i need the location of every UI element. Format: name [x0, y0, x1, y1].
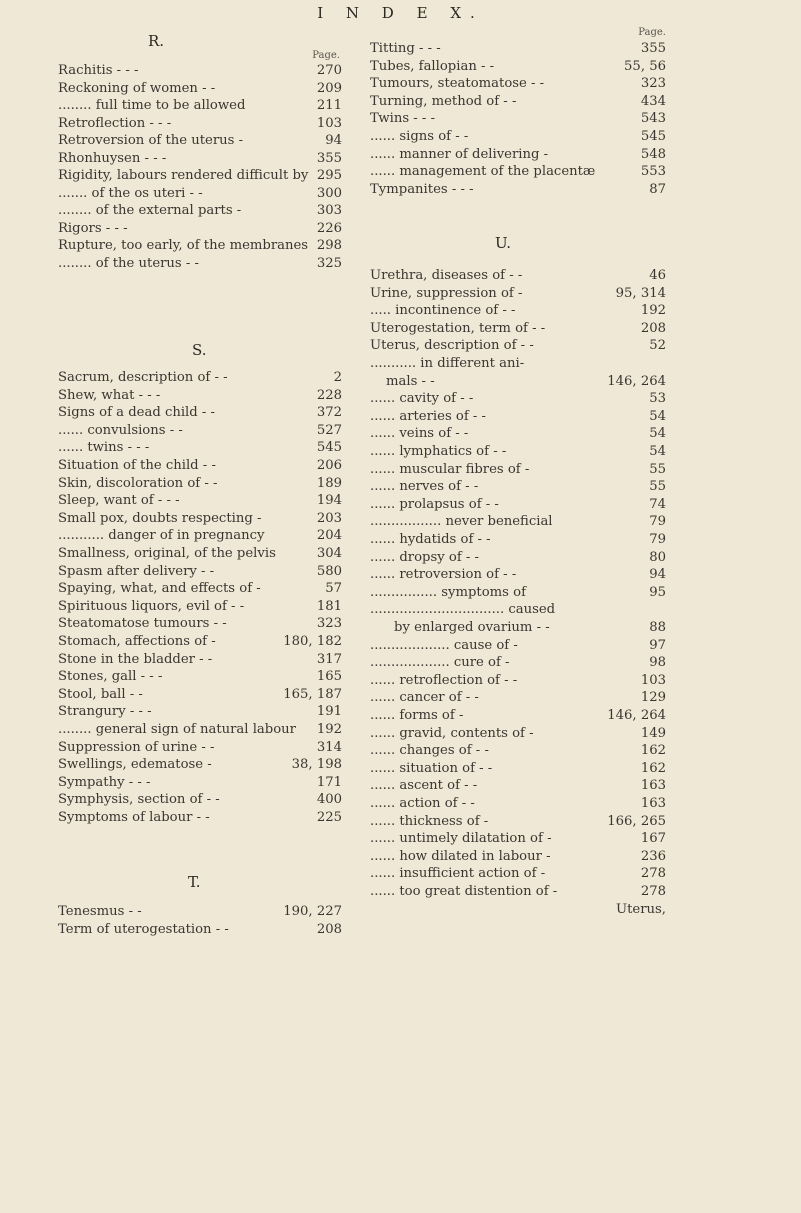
entry-text: by enlarged ovarium - - [394, 620, 550, 635]
entry-page: 98 [649, 655, 666, 671]
entry-text: mals - - [386, 373, 435, 389]
index-entry [370, 619, 666, 636]
entry-text: Rhonhuysen - - - [58, 150, 167, 166]
entry-page: 80 [649, 549, 666, 565]
entry-page: 94 [649, 567, 666, 583]
entry-text: Term of uterogestation - - [58, 921, 229, 937]
entry-page: 298 [316, 238, 342, 253]
index-entry [58, 404, 342, 421]
entry-text: ...... changes of - - [370, 743, 489, 759]
entry-text: ...... nerves of - - [370, 479, 479, 495]
index-entry [370, 285, 666, 302]
entry-text: ........... danger of in pregnancy [58, 528, 265, 544]
index-entry [58, 721, 342, 738]
index-entry [370, 337, 666, 354]
index-entry [58, 167, 342, 184]
entry-text: ...... how dilated in labour - [370, 848, 551, 864]
entry-page: 304 [316, 546, 342, 561]
entry-text: ...... untimely dilatation of - [370, 831, 552, 847]
entry-text: ...... retroversion of - - [370, 567, 517, 583]
entry-text: ...... management of the placentæ [370, 164, 596, 180]
entry-page: 87 [649, 181, 666, 197]
entry-text: Sleep, want of - - - [58, 493, 180, 509]
index-entry [370, 355, 666, 372]
index-entry [58, 510, 342, 527]
entry-text: ...... cancer of - - [370, 690, 479, 706]
index-entry [370, 742, 666, 759]
entry-text: Swellings, edematose - [58, 757, 212, 773]
entry-text: ...... signs of - - [370, 129, 469, 144]
entry-text: Tubes, fallopian - - [370, 58, 495, 74]
entry-page: 278 [640, 884, 666, 899]
index-entry [58, 97, 342, 114]
entry-page: 95 [649, 584, 666, 600]
index-entry [370, 672, 666, 689]
entry-page: 225 [316, 810, 342, 825]
entry-text: Stool, ball - - [58, 686, 143, 702]
entry-text: Spaying, what, and effects of - [58, 581, 261, 597]
entry-page: 372 [316, 405, 342, 421]
entry-page: 103 [640, 672, 666, 688]
entry-page: 236 [640, 848, 666, 864]
index-entry [370, 93, 666, 110]
index-entry [370, 320, 666, 337]
entry-text: Uterus, description of - - [370, 338, 534, 354]
index-entry [58, 563, 342, 580]
entry-page: 191 [316, 704, 342, 720]
index-entry [58, 739, 342, 756]
index-entry [58, 457, 342, 474]
entry-page: 149 [640, 725, 666, 741]
page-column-label: Page. [638, 27, 666, 38]
entry-text: ................. never beneficial [370, 514, 553, 530]
entry-page: 355 [316, 150, 342, 166]
entry-text: Rigidity, labours rendered difficult by [58, 168, 309, 183]
entry-page: 53 [649, 391, 666, 407]
index-entry [370, 707, 666, 724]
entry-text: ...... arteries of - - [370, 408, 487, 424]
entry-text: Sacrum, description of - - [58, 370, 228, 385]
entry-page: 171 [316, 774, 342, 790]
index-entry [370, 58, 666, 75]
entry-text: Turning, method of - - [370, 93, 517, 109]
entry-page: 434 [640, 93, 666, 109]
entry-text: ........ of the external parts - [58, 203, 242, 218]
entry-text: Reckoning of women - - [58, 80, 216, 96]
entry-page: 162 [640, 760, 666, 776]
entry-text: ...... gravid, contents of - [370, 725, 534, 741]
entry-page: 166, 265 [607, 813, 666, 829]
entry-text: Urine, suppression of - [370, 285, 523, 301]
entry-page: 165, 187 [283, 686, 342, 702]
entry-text: Stomach, affections of - [58, 634, 216, 649]
entry-text: Signs of a dead child - - [58, 405, 216, 421]
page-column-label: Page. [312, 50, 340, 61]
entry-text: Rachitis - - - [58, 63, 139, 78]
entry-text: ...... dropsy of - - [370, 549, 479, 565]
entry-text: ...... hydatids of - - [370, 532, 491, 547]
index-entry [58, 185, 342, 202]
index-entry [58, 62, 342, 79]
entry-text: ...... situation of - - [370, 760, 493, 776]
index-entry [370, 848, 666, 865]
index-entry [370, 513, 666, 530]
index-entry [58, 903, 342, 920]
index-entry [370, 689, 666, 706]
section-letter-r: R. [148, 32, 165, 50]
index-entry [58, 150, 342, 167]
entry-text: ........ of the uterus - - [58, 255, 199, 271]
entry-text: Rupture, too early, of the membranes [58, 238, 309, 253]
entry-text: Urethra, diseases of - - [370, 268, 523, 283]
index-entry [370, 601, 666, 618]
entry-page: 545 [640, 129, 666, 144]
index-entry [370, 128, 666, 145]
index-entry [370, 725, 666, 742]
index-entry [370, 566, 666, 583]
entry-text: Spasm after delivery - - [58, 563, 215, 579]
entry-page: 79 [649, 514, 666, 530]
entry-text: ...... ascent of - - [370, 778, 478, 794]
index-entry [370, 146, 666, 163]
entry-text: ....... of the os uteri - - [58, 185, 203, 201]
index-entry [58, 132, 342, 149]
entry-page: 325 [316, 255, 342, 271]
entry-page: 206 [316, 458, 342, 473]
entry-text: Symptoms of labour - - [58, 810, 210, 825]
entry-page: 194 [316, 493, 342, 509]
index-entry [370, 461, 666, 478]
entry-text: Skin, discoloration of - - [58, 475, 218, 491]
entry-page: 181 [316, 598, 342, 614]
entry-page: 74 [649, 496, 666, 512]
index-entry [370, 163, 666, 180]
entry-text: Symphysis, section of - - [58, 792, 220, 808]
entry-text: ...... insufficient action of - [370, 866, 546, 882]
entry-text: Retroflection - - - [58, 115, 172, 131]
entry-page: 323 [640, 76, 666, 92]
entry-page: 226 [316, 220, 342, 236]
index-entry [370, 443, 666, 460]
index-entry [58, 703, 342, 720]
entry-page: 300 [316, 185, 342, 201]
entry-text: ...... veins of - - [370, 426, 469, 442]
index-entry [58, 633, 342, 650]
index-entry [58, 255, 342, 272]
entry-page: 323 [316, 616, 342, 632]
entry-page: 55 [649, 479, 666, 495]
index-entry [58, 439, 342, 456]
entry-text: Suppression of urine - - [58, 739, 215, 755]
catchword [370, 901, 666, 918]
entry-page: 548 [640, 146, 666, 162]
entry-page: 129 [640, 690, 666, 706]
entry-page: 55 [649, 461, 666, 477]
entry-page: 192 [640, 303, 666, 319]
entry-text: Uterogestation, term of - - [370, 320, 546, 336]
entry-text: Tympanites - - - [370, 181, 474, 197]
entry-page: 209 [316, 80, 342, 96]
entry-text: Rigors - - - [58, 220, 128, 236]
entry-page: 190, 227 [283, 904, 342, 919]
entry-text: ...... lymphatics of - - [370, 444, 507, 459]
section-letter-s: S. [192, 341, 207, 359]
entry-text: Strangury - - - [58, 704, 152, 720]
index-entry [370, 408, 666, 425]
entry-page: 46 [649, 268, 666, 283]
entry-text: ...... retroflection of - - [370, 672, 518, 688]
entry-page: 167 [640, 831, 666, 847]
index-entry [370, 181, 666, 198]
entry-text: ...... action of - - [370, 796, 475, 811]
index-entry [58, 615, 342, 632]
index-entry [58, 237, 342, 254]
index-entry [58, 115, 342, 132]
entry-page: 203 [316, 510, 342, 526]
entry-page: 192 [316, 722, 342, 737]
index-entry [370, 865, 666, 882]
index-entry [370, 777, 666, 794]
entry-page: 228 [316, 387, 342, 403]
entry-text: Retroversion of the uterus - [58, 133, 244, 148]
index-entry [58, 80, 342, 97]
index-entry [58, 809, 342, 826]
entry-text: ................... cause of - [370, 637, 518, 653]
entry-page: 88 [649, 620, 666, 635]
section-letter-t: T. [188, 873, 201, 891]
entry-text: Tumours, steatomatose - - [370, 76, 545, 92]
entry-text: Spirituous liquors, evil of - - [58, 598, 245, 614]
entry-text: Steatomatose tumours - - [58, 616, 227, 632]
index-entry [58, 756, 342, 773]
index-entry [370, 531, 666, 548]
entry-page: 2 [333, 370, 342, 385]
entry-page: 97 [649, 637, 666, 653]
page-header: I N D E X. [317, 4, 484, 22]
entry-page: 163 [640, 778, 666, 794]
entry-page: 400 [316, 792, 342, 808]
index-entry [370, 302, 666, 319]
entry-text: ................................ caused [370, 602, 556, 618]
entry-page: 295 [316, 168, 342, 183]
entry-text: ...... muscular fibres of - [370, 461, 530, 477]
entry-page: 103 [316, 115, 342, 131]
index-entry [58, 598, 342, 615]
entry-page: 355 [640, 41, 666, 56]
entry-page: 545 [316, 440, 342, 456]
entry-text: ...... twins - - - [58, 440, 150, 456]
entry-page: 162 [640, 743, 666, 759]
entry-text: Stones, gall - - - [58, 669, 163, 685]
index-entry [370, 267, 666, 284]
index-entry [370, 637, 666, 654]
entry-text: ...... too great distention of - [370, 884, 558, 899]
entry-page: 146, 264 [607, 373, 666, 389]
entry-text: ..... incontinence of - - [370, 303, 516, 319]
entry-page: 303 [316, 203, 342, 218]
entry-text: Stone in the bladder - - [58, 651, 213, 667]
entry-text: ...... convulsions - - [58, 422, 183, 438]
index-entry [370, 584, 666, 601]
index-entry [58, 527, 342, 544]
entry-page: 204 [316, 528, 342, 544]
entry-page: 54 [649, 408, 666, 424]
entry-text: Sympathy - - - [58, 774, 151, 790]
entry-page: 270 [316, 63, 342, 78]
entry-page: 52 [649, 338, 666, 354]
index-entry [58, 580, 342, 597]
index-entry [370, 373, 666, 390]
entry-text: ...... forms of - [370, 708, 464, 723]
entry-page: 527 [316, 422, 342, 438]
entry-page: 79 [649, 532, 666, 547]
entry-text: Twins - - - [370, 111, 436, 127]
index-entry [370, 75, 666, 92]
index-entry [58, 202, 342, 219]
entry-text: ...... thickness of - [370, 813, 489, 829]
entry-text: ........ general sign of natural labour [58, 722, 296, 737]
entry-text: Shew, what - - - [58, 387, 161, 403]
entry-page: 94 [325, 133, 342, 148]
entry-text: ...... prolapsus of - - [370, 496, 499, 512]
index-entry [370, 760, 666, 777]
index-entry [370, 813, 666, 830]
entry-page: 54 [649, 426, 666, 442]
index-entry [370, 425, 666, 442]
entry-page: 543 [640, 111, 666, 127]
entry-text: ................ symptoms of [370, 584, 526, 600]
entry-page: 208 [316, 921, 342, 937]
entry-text: Situation of the child - - [58, 458, 216, 473]
index-entry [58, 475, 342, 492]
entry-page: 278 [640, 866, 666, 882]
entry-page: 38, 198 [291, 757, 342, 773]
entry-page: 180, 182 [283, 634, 342, 649]
index-entry [370, 478, 666, 495]
index-entry [58, 686, 342, 703]
index-entry [370, 549, 666, 566]
section-letter-u: U. [495, 234, 512, 252]
entry-page: 208 [640, 320, 666, 336]
index-entry [370, 883, 666, 900]
entry-page: 163 [640, 796, 666, 811]
entry-page: 553 [640, 164, 666, 180]
index-entry [370, 40, 666, 57]
entry-text: ...... manner of delivering - [370, 146, 549, 162]
entry-page: 95, 314 [615, 285, 666, 301]
index-entry [58, 774, 342, 791]
index-entry [370, 110, 666, 127]
entry-page: 580 [316, 563, 342, 579]
index-entry [370, 795, 666, 812]
index-entry [58, 545, 342, 562]
index-entry [58, 668, 342, 685]
entry-page: 314 [316, 739, 342, 755]
catchword-text: Uterus, [616, 901, 666, 917]
index-entry [370, 830, 666, 847]
index-entry [370, 496, 666, 513]
entry-text: Titting - - - [370, 41, 441, 56]
entry-page: 55, 56 [624, 58, 666, 74]
index-entry [58, 422, 342, 439]
entry-text: ................... cure of - [370, 655, 510, 671]
index-entry [58, 369, 342, 386]
index-entry [370, 390, 666, 407]
entry-page: 189 [316, 475, 342, 491]
entry-page: 165 [316, 669, 342, 685]
entry-text: ........... in different ani- [370, 356, 525, 371]
index-entry [58, 921, 342, 938]
entry-text: Small pox, doubts respecting - [58, 510, 262, 526]
entry-text: ........ full time to be allowed [58, 98, 246, 113]
index-entry [58, 220, 342, 237]
entry-page: 54 [649, 444, 666, 459]
entry-page: 57 [325, 581, 342, 597]
entry-page: 211 [316, 98, 342, 113]
entry-text: Smallness, original, of the pelvis [58, 546, 276, 561]
index-entry [58, 492, 342, 509]
entry-text: ...... cavity of - - [370, 391, 474, 407]
entry-page: 146, 264 [607, 708, 666, 723]
entry-page: 317 [316, 651, 342, 667]
index-entry [370, 654, 666, 671]
index-entry [58, 387, 342, 404]
index-entry [58, 651, 342, 668]
index-entry [58, 791, 342, 808]
entry-text: Tenesmus - - [58, 904, 142, 919]
